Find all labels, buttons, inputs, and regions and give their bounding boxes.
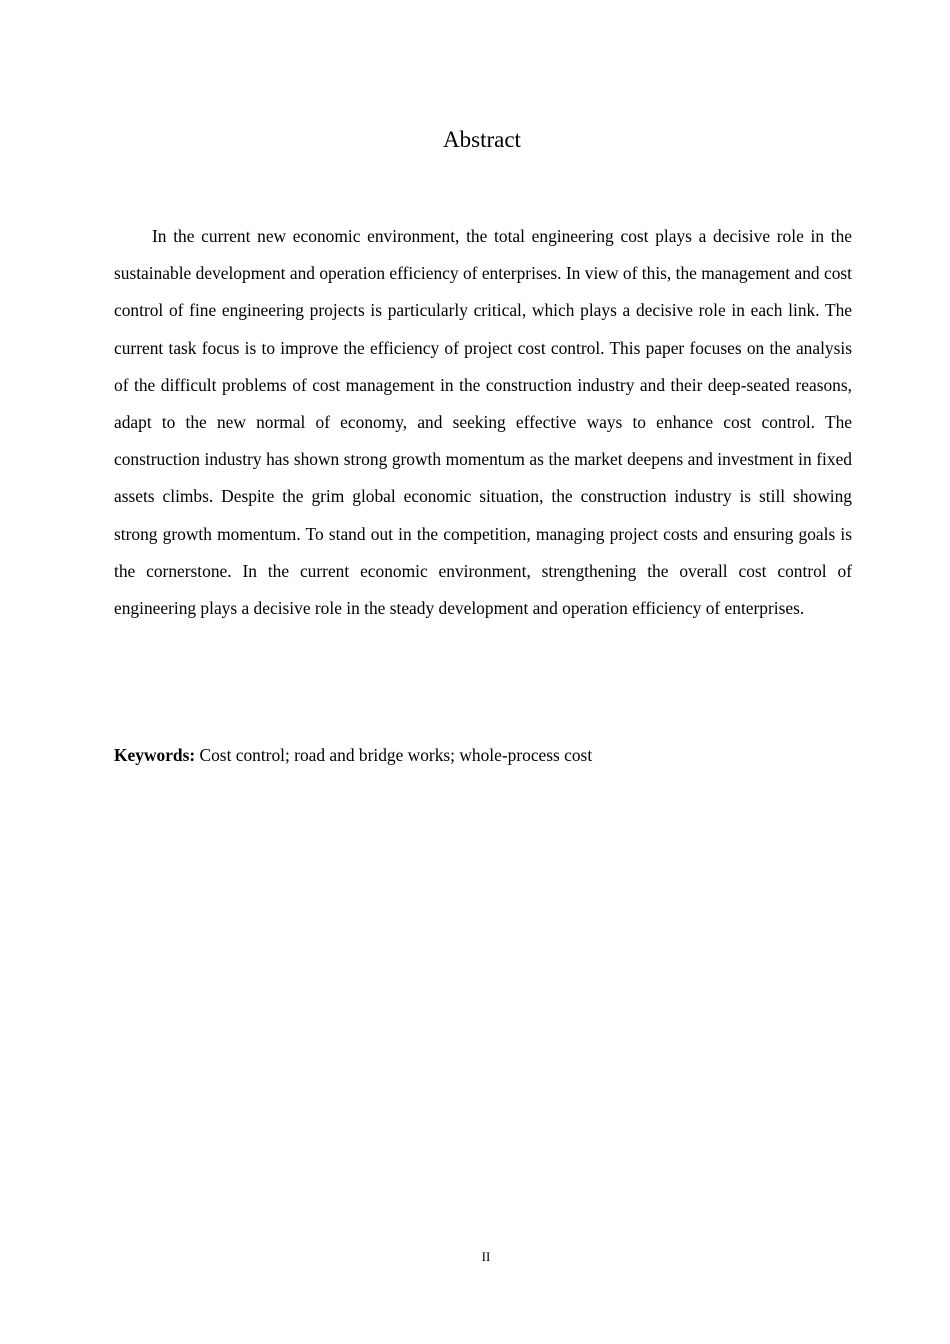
abstract-body: In the current new economic environment, the total engineering cost plays a decisive role in the sustainable development and operation efficiency of enterprises. In view of this, the management and cost control of fine engineering projects is particularly critical, which plays a decisive role in each link. The current task focus is to improve the efficiency of project cost control. This paper focuses on the analysis of the difficult problems of cost management in the construction industry and their deep-seated reasons, adapt to the new normal of economy, and seeking effective ways to enhance cost control. The construction industry has shown strong growth momentum as the market deepens and investment in fixed assets climbs. Despite the grim global economic situation, the construction industry is still showing strong growth momentum. To stand out in the competition, managing project costs and ensuring goals is the cornerstone. In the current economic environment, strengthening the overall cost control of engineering plays a decisive role in the steady development and operation efficiency of enterprises.	[114, 226, 852, 619]
keywords-label: Keywords:	[114, 745, 196, 765]
keywords-line	[114, 740, 852, 770]
keywords-text: Cost control; road and bridge works; whole-process cost	[195, 745, 593, 765]
abstract-title: Abstract	[443, 127, 521, 152]
page-number: II	[481, 1249, 491, 1264]
